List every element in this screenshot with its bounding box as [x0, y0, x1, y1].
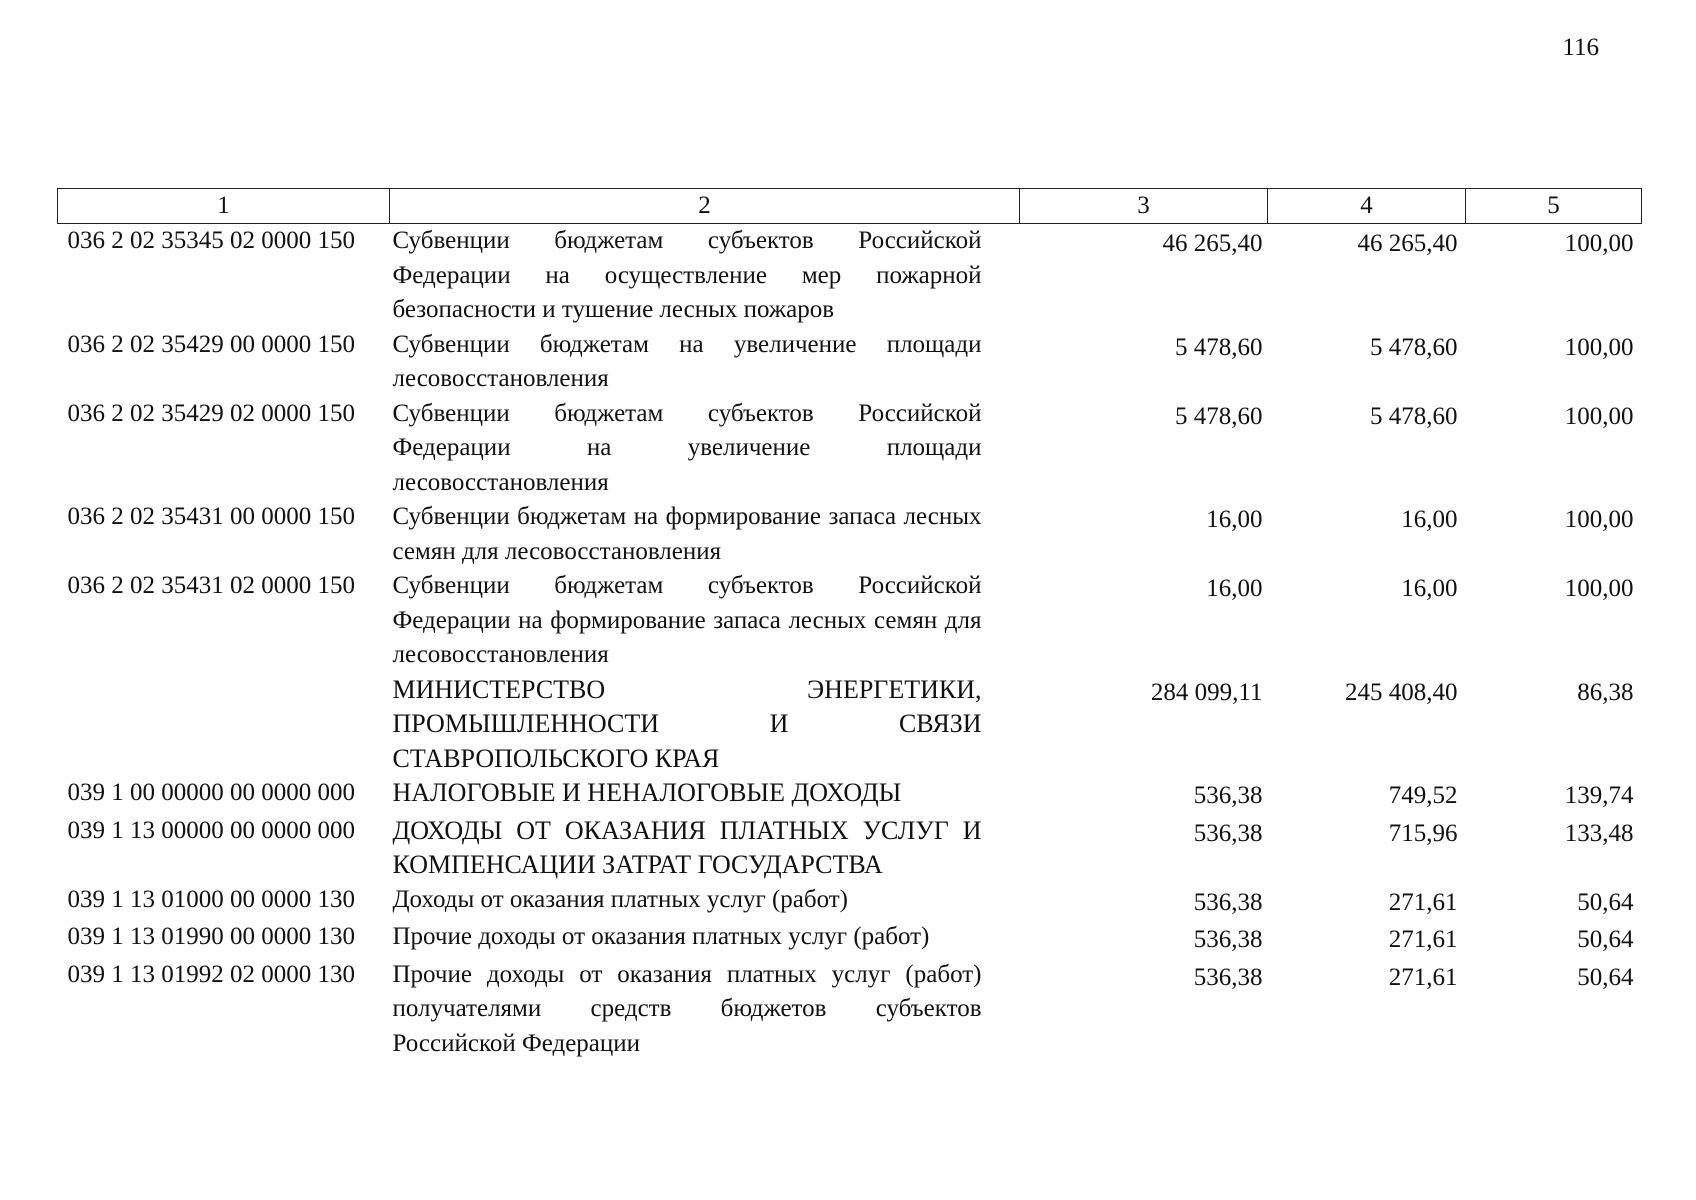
item-name: Субвенции бюджетам на увеличение площади лесовосстановления	[392, 330, 982, 392]
value-col3: 16,00	[1206, 575, 1263, 602]
value-col3: 536,38	[1193, 926, 1263, 953]
item-name: Субвенции бюджетам субъектов Российской Федерации на формирование запаса лесных семян для лесовосстановления	[392, 572, 982, 668]
value-col4: 271,61	[1388, 963, 1458, 991]
value-col5: 100,00	[1564, 230, 1634, 257]
table-row	[58, 776, 1642, 814]
value-col3: 536,38	[1193, 819, 1263, 847]
value-col3: 5 478,60	[1175, 402, 1263, 430]
table-row	[58, 920, 1642, 958]
classification-code: 036 2 02 35431 00 0000 150	[67, 503, 355, 530]
column-header: 1	[58, 189, 390, 224]
table-row	[58, 958, 1642, 1062]
classification-code: 039 1 13 01992 02 0000 130	[67, 960, 355, 988]
table-row	[58, 673, 1642, 777]
item-name: ДОХОДЫ ОТ ОКАЗАНИЯ ПЛАТНЫХ УСЛУГ И КОМПЕНСАЦИИ ЗАТРАТ ГОСУДАРСТВА	[392, 815, 982, 879]
table-header-row	[58, 189, 1642, 224]
value-col4: 5 478,60	[1370, 333, 1458, 361]
budget-table	[57, 188, 1642, 1061]
column-header: 4	[1268, 189, 1466, 224]
table-row	[58, 814, 1642, 883]
value-col3: 536,38	[1193, 782, 1263, 809]
value-col5: 100,00	[1564, 333, 1634, 361]
classification-code: 036 2 02 35429 02 0000 150	[67, 399, 355, 427]
value-col3: 536,38	[1193, 888, 1263, 916]
value-col4: 16,00	[1401, 575, 1458, 602]
item-name: НАЛОГОВЫЕ И НЕНАЛОГОВЫЕ ДОХОДЫ	[392, 778, 902, 807]
table-row	[58, 328, 1642, 397]
table-row	[58, 883, 1642, 921]
value-col3: 536,38	[1193, 963, 1263, 991]
classification-code: 039 1 13 00000 00 0000 000	[67, 816, 355, 844]
table-row	[58, 500, 1642, 569]
table-row	[58, 224, 1642, 328]
value-col3: 284 099,11	[1150, 678, 1263, 706]
value-col4: 715,96	[1388, 819, 1458, 847]
column-header: 2	[390, 189, 1020, 224]
value-col5: 133,48	[1564, 819, 1634, 847]
item-name: МИНИСТЕРСТВО ЭНЕРГЕТИКИ, ПРОМЫШЛЕННОСТИ И СВЯЗИ СТАВРОПОЛЬСКОГО КРАЯ	[392, 674, 982, 773]
value-col3: 46 265,40	[1162, 230, 1263, 257]
item-name: Субвенции бюджетам на формирование запаса лесных семян для лесовосстановления	[392, 503, 982, 565]
table-row	[58, 569, 1642, 673]
value-col4: 245 408,40	[1345, 678, 1458, 706]
classification-code: 036 2 02 35429 00 0000 150	[67, 330, 355, 358]
value-col4: 16,00	[1401, 506, 1458, 533]
value-col5: 50,64	[1577, 888, 1634, 916]
item-name: Субвенции бюджетам субъектов Российской Федерации на осуществление мер пожарной безопасности и тушение лесных пожаров	[392, 227, 982, 323]
value-col4: 749,52	[1388, 782, 1458, 809]
table-row	[58, 397, 1642, 501]
table-body	[58, 224, 1642, 1062]
value-col4: 271,61	[1388, 926, 1458, 953]
classification-code: 039 1 13 01990 00 0000 130	[67, 923, 355, 950]
item-name: Субвенции бюджетам субъектов Российской Федерации на увеличение площади лесовосстановления	[392, 399, 982, 496]
value-col5: 50,64	[1577, 926, 1634, 953]
value-col3: 16,00	[1206, 506, 1263, 533]
classification-code: 036 2 02 35431 02 0000 150	[67, 572, 355, 599]
column-header: 3	[1020, 189, 1268, 224]
item-name: Прочие доходы от оказания платных услуг (работ) получателями средств бюджетов субъектов Российской Федерации	[392, 960, 982, 1057]
value-col5: 50,64	[1577, 963, 1634, 991]
value-col4: 5 478,60	[1370, 402, 1458, 430]
value-col5: 139,74	[1564, 782, 1634, 809]
value-col5: 100,00	[1564, 402, 1634, 430]
item-name: Доходы от оказания платных услуг (работ)	[392, 885, 849, 913]
classification-code	[58, 673, 390, 777]
item-name: Прочие доходы от оказания платных услуг (работ)	[392, 923, 930, 950]
classification-code: 036 2 02 35345 02 0000 150	[67, 227, 355, 254]
value-col3: 5 478,60	[1175, 333, 1263, 361]
value-col4: 271,61	[1388, 888, 1458, 916]
classification-code: 039 1 13 01000 00 0000 130	[67, 885, 355, 913]
value-col5: 86,38	[1577, 678, 1634, 706]
value-col4: 46 265,40	[1357, 230, 1458, 257]
value-col5: 100,00	[1564, 575, 1634, 602]
value-col5: 100,00	[1564, 506, 1634, 533]
page-number: 116	[1562, 34, 1599, 61]
column-header: 5	[1466, 189, 1642, 224]
classification-code: 039 1 00 00000 00 0000 000	[67, 779, 355, 806]
